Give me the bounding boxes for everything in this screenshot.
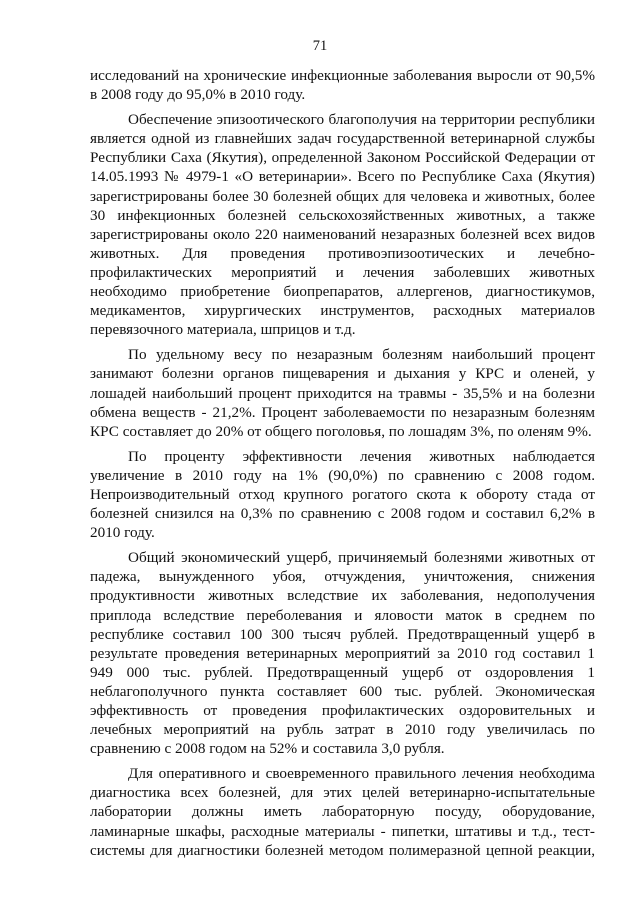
paragraph-diagnostics: Для оперативного и своевременного правильного лечения необходима диагностика всех болезней, для этих целей ветеринарно-испытательные лаборатории должны иметь лабораторную посуду, оборудование, ламинарные шкафы, расходные материалы - пипетки, штативы и т.д., тест-системы для диагностики болезней методом полимеразной цепной реакции, [90,765,595,859]
paragraph-economic-damage: Общий экономический ущерб, причиняемый болезнями животных от падежа, вынужденного убоя, отчуждения, уничтожения, снижения продуктивности животных вследствие их заболевания, недополучения приплода вследствие переболевания и яловости маток в среднем по республике составил 100 300 тысяч рублей. Предотвращенный ущерб в результате проведения ветеринарных мероприятий за 2010 год составил 1 949 000 тыс. рублей. Предотвращенный ущерб от оздоровления 1 неблагополучного пункта составляет 600 тыс. рублей. Экономическая эффективность от проведения профилактических оздоровительных и лечебных мероприятий на рубль затрат в 2010 году увеличилась по сравнению с 2008 годом на 52% и составила 3,0 рубля. [90,549,595,758]
page-number: 71 [312,38,328,54]
paragraph-noncontagious-diseases: По удельному весу по незаразным болезням наибольший процент занимают болезни органов пищеварения и дыхания у КРС и оленей, у лошадей наибольший процент приходится на травмы - 35,5% и на болезни обмена веществ - 21,2%. Процент заболеваемости по незаразным болезням КРС составляет до 20% от общего поголовья, по лошадям 3%, по оленям 9%. [90,346,595,440]
paragraph-treatment-efficiency: По проценту эффективности лечения животных наблюдается увеличение в 2010 году на 1% (90,0%) по сравнению с 2008 годом. Непроизводительный отход крупного рогатого скота к обороту стада от болезней снизился на 0,3% по сравнению с 2008 годом и составил 6,2% в 2010 году. [90,447,595,542]
document-text-body [90,66,595,866]
paragraph-continuation: исследований на хронические инфекционные заболевания выросли от 90,5% в 2008 году до 95,0% в 2010 году. [90,67,595,104]
paragraph-epizootic-wellbeing: Обеспечение эпизоотического благополучия на территории республики является одной из главнейших задач государственной ветеринарной службы Республики Саха (Якутия), определенной Законом Российской Федерации от 14.05.1993 № 4979-1 «О ветеринарии». Всего по Республике Саха (Якутия) зарегистрированы более 30 болезней общих для человека и животных, более 30 инфекционных болезней сельскохозяйственных животных, а также зарегистрированы около 220 наименований незаразных болезней всех видов животных. Для проведения противоэпизоотических и лечебно-профилактических мероприятий и лечения заболевших животных необходимо приобретение биопрепаратов, аллергенов, диагностикумов, медикаментов, хирургических инструментов, расходных материалов перевязочного материала, шприцов и т.д. [90,111,595,339]
